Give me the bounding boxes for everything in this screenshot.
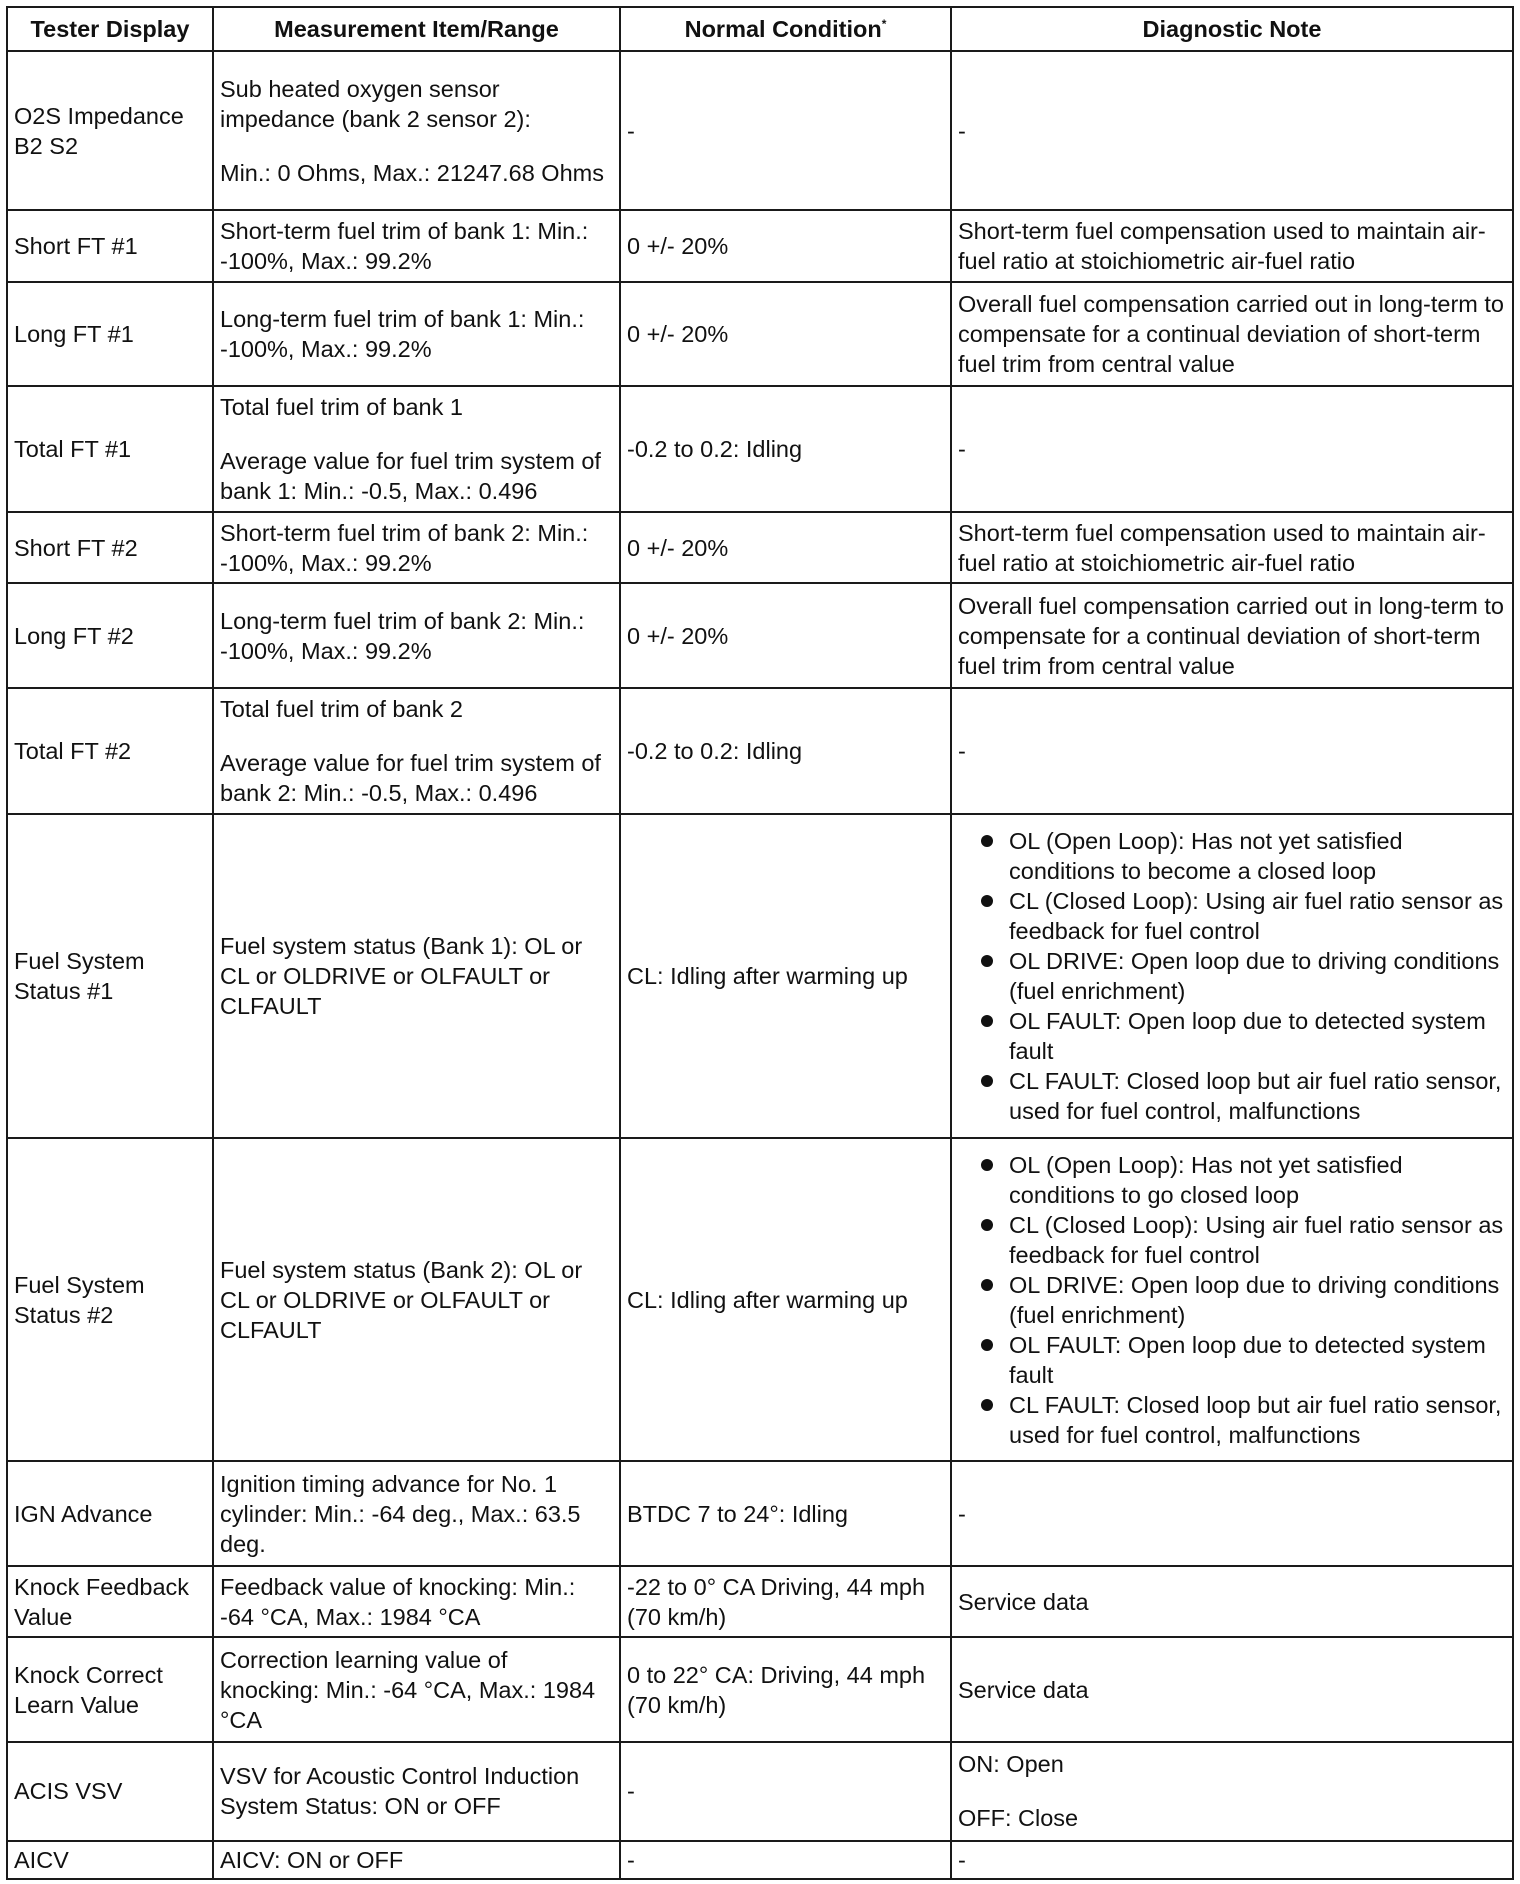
cell-normal-condition: 0 +/- 20% — [620, 512, 951, 583]
table-row — [7, 1461, 1513, 1566]
diagnostic-paragraph: ON: Open — [958, 1751, 1064, 1778]
cell-tester-display: IGN Advance — [7, 1461, 213, 1566]
diagnostic-bullet-list — [958, 826, 1506, 1126]
measurement-paragraph: Ignition timing advance for No. 1 cylinder: Min.: -64 deg., Max.: 63.5 deg. — [220, 1470, 581, 1557]
cell-normal-condition: -0.2 to 0.2: Idling — [620, 386, 951, 512]
measurement-paragraph: VSV for Acoustic Control Induction System Status: ON or OFF — [220, 1763, 580, 1820]
cell-normal-condition: BTDC 7 to 24°: Idling — [620, 1461, 951, 1566]
cell-tester-display: Short FT #1 — [7, 210, 213, 281]
list-item: OL FAULT: Open loop due to detected system fault — [974, 1006, 1506, 1066]
list-item: CL FAULT: Closed loop but air fuel ratio sensor, used for fuel control, malfunctions — [974, 1066, 1506, 1126]
list-item: OL DRIVE: Open loop due to driving conditions (fuel enrichment) — [974, 1270, 1506, 1330]
cell-normal-condition: 0 +/- 20% — [620, 583, 951, 688]
measurement-paragraph: Total fuel trim of bank 1 — [220, 394, 463, 421]
list-item: CL (Closed Loop): Using air fuel ratio sensor as feedback for fuel control — [974, 1210, 1506, 1270]
diagnostic-paragraph: Overall fuel compensation carried out in long-term to compensate for a continual deviation of short-term fuel trim from central value — [958, 290, 1504, 377]
cell-tester-display: Knock Feedback Value — [7, 1566, 213, 1637]
measurement-paragraph: Min.: 0 Ohms, Max.: 21247.68 Ohms — [220, 159, 604, 186]
diagnostic-paragraph: - — [958, 1500, 966, 1527]
cell-normal-condition: 0 +/- 20% — [620, 210, 951, 281]
list-item: OL DRIVE: Open loop due to driving conditions (fuel enrichment) — [974, 946, 1506, 1006]
cell-tester-display: Knock Correct Learn Value — [7, 1637, 213, 1742]
measurement-paragraph: Fuel system status (Bank 1): OL or CL or OLDRIVE or OLFAULT or CLFAULT — [220, 932, 583, 1019]
cell-normal-condition: -22 to 0° CA Driving, 44 mph (70 km/h) — [620, 1566, 951, 1637]
table-body — [7, 7, 1513, 1879]
cell-normal-condition: CL: Idling after warming up — [620, 1138, 951, 1462]
cell-normal-condition: - — [620, 51, 951, 210]
cell-measurement — [213, 1742, 620, 1841]
table-row — [7, 512, 1513, 583]
header-diagnostic-note: Diagnostic Note — [951, 7, 1513, 51]
list-item: OL (Open Loop): Has not yet satisfied conditions to become a closed loop — [974, 826, 1506, 886]
cell-tester-display: AICV — [7, 1841, 213, 1879]
measurement-paragraph: Correction learning value of knocking: Min.: -64 °CA, Max.: 1984 °CA — [220, 1646, 596, 1733]
table-row — [7, 583, 1513, 688]
table-row — [7, 51, 1513, 210]
cell-normal-condition: CL: Idling after warming up — [620, 814, 951, 1138]
measurement-paragraph: Short-term fuel trim of bank 2: Min.: -100%, Max.: 99.2% — [220, 519, 589, 576]
cell-tester-display: Fuel System Status #1 — [7, 814, 213, 1138]
cell-measurement — [213, 282, 620, 387]
cell-diagnostic-note — [951, 51, 1513, 210]
cell-tester-display: Fuel System Status #2 — [7, 1138, 213, 1462]
cell-diagnostic-note — [951, 583, 1513, 688]
cell-normal-condition: 0 +/- 20% — [620, 282, 951, 387]
cell-measurement — [213, 51, 620, 210]
table-row — [7, 1742, 1513, 1841]
table-row — [7, 282, 1513, 387]
cell-measurement — [213, 1138, 620, 1462]
table-row — [7, 386, 1513, 512]
measurement-paragraph: Sub heated oxygen sensor impedance (bank 2 sensor 2): — [220, 75, 531, 132]
list-item: OL (Open Loop): Has not yet satisfied conditions to go closed loop — [974, 1150, 1506, 1210]
cell-diagnostic-note — [951, 210, 1513, 281]
cell-diagnostic-note — [951, 1841, 1513, 1879]
table-row — [7, 210, 1513, 281]
measurement-paragraph: Long-term fuel trim of bank 2: Min.: -100%, Max.: 99.2% — [220, 607, 585, 664]
list-item: OL FAULT: Open loop due to detected system fault — [974, 1330, 1506, 1390]
cell-measurement — [213, 512, 620, 583]
cell-measurement — [213, 688, 620, 814]
cell-diagnostic-note — [951, 386, 1513, 512]
table-row — [7, 1566, 1513, 1637]
cell-tester-display: Total FT #2 — [7, 688, 213, 814]
diagnostic-paragraph: - — [958, 737, 966, 764]
list-item: CL FAULT: Closed loop but air fuel ratio sensor, used for fuel control, malfunctions — [974, 1390, 1506, 1450]
cell-normal-condition: - — [620, 1742, 951, 1841]
diagnostic-paragraph: Overall fuel compensation carried out in long-term to compensate for a continual deviation of short-term fuel trim from central value — [958, 592, 1504, 679]
cell-diagnostic-note — [951, 512, 1513, 583]
footnote-mark: * — [881, 17, 887, 32]
cell-diagnostic-note — [951, 688, 1513, 814]
diagnostic-paragraph: Short-term fuel compensation used to maintain air-fuel ratio at stoichiometric air-fuel ratio — [958, 519, 1486, 576]
cell-measurement — [213, 1841, 620, 1879]
cell-diagnostic-note — [951, 1138, 1513, 1462]
cell-diagnostic-note — [951, 1461, 1513, 1566]
diagnostic-paragraph: - — [958, 1846, 966, 1873]
cell-tester-display: Long FT #1 — [7, 282, 213, 387]
cell-measurement — [213, 814, 620, 1138]
cell-diagnostic-note — [951, 1566, 1513, 1637]
cell-normal-condition: - — [620, 1841, 951, 1879]
diagnostic-paragraph: - — [958, 117, 966, 144]
diagnostic-paragraph: - — [958, 436, 966, 463]
measurement-paragraph: AICV: ON or OFF — [220, 1846, 404, 1873]
cell-normal-condition: -0.2 to 0.2: Idling — [620, 688, 951, 814]
table-row — [7, 1138, 1513, 1462]
cell-tester-display: Total FT #1 — [7, 386, 213, 512]
table-row — [7, 688, 1513, 814]
measurement-paragraph: Feedback value of knocking: Min.: -64 °CA, Max.: 1984 °CA — [220, 1573, 576, 1630]
table-row — [7, 814, 1513, 1138]
measurement-paragraph: Average value for fuel trim system of bank 1: Min.: -0.5, Max.: 0.496 — [220, 448, 601, 505]
cell-tester-display: ACIS VSV — [7, 1742, 213, 1841]
cell-measurement — [213, 583, 620, 688]
header-normal-condition-label: Normal Condition — [684, 16, 882, 43]
header-measurement-item: Measurement Item/Range — [213, 7, 620, 51]
cell-measurement — [213, 386, 620, 512]
measurement-paragraph: Short-term fuel trim of bank 1: Min.: -100%, Max.: 99.2% — [220, 217, 589, 274]
diagnostic-paragraph: Short-term fuel compensation used to maintain air-fuel ratio at stoichiometric air-fuel ratio — [958, 217, 1486, 274]
cell-measurement — [213, 1637, 620, 1742]
cell-measurement — [213, 1566, 620, 1637]
measurement-paragraph: Total fuel trim of bank 2 — [220, 695, 463, 722]
diagnostic-bullet-list — [958, 1150, 1506, 1450]
diagnostic-paragraph: OFF: Close — [958, 1805, 1079, 1832]
cell-diagnostic-note — [951, 814, 1513, 1138]
cell-tester-display: O2S Impedance B2 S2 — [7, 51, 213, 210]
cell-diagnostic-note — [951, 1637, 1513, 1742]
cell-measurement — [213, 210, 620, 281]
data-list-table — [6, 6, 1514, 1880]
cell-tester-display: Short FT #2 — [7, 512, 213, 583]
diagnostic-paragraph: Service data — [958, 1588, 1089, 1615]
cell-diagnostic-note — [951, 1742, 1513, 1841]
diagnostic-paragraph: Service data — [958, 1676, 1089, 1703]
header-tester-display: Tester Display — [7, 7, 213, 51]
cell-diagnostic-note — [951, 282, 1513, 387]
cell-normal-condition: 0 to 22° CA: Driving, 44 mph (70 km/h) — [620, 1637, 951, 1742]
table-row — [7, 1637, 1513, 1742]
list-item: CL (Closed Loop): Using air fuel ratio sensor as feedback for fuel control — [974, 886, 1506, 946]
header-normal-condition — [620, 7, 951, 51]
measurement-paragraph: Fuel system status (Bank 2): OL or CL or OLDRIVE or OLFAULT or CLFAULT — [220, 1256, 583, 1343]
header-row — [7, 7, 1513, 51]
measurement-paragraph: Long-term fuel trim of bank 1: Min.: -100%, Max.: 99.2% — [220, 305, 585, 362]
table-row — [7, 1841, 1513, 1879]
measurement-paragraph: Average value for fuel trim system of bank 2: Min.: -0.5, Max.: 0.496 — [220, 749, 601, 806]
cell-tester-display: Long FT #2 — [7, 583, 213, 688]
cell-measurement — [213, 1461, 620, 1566]
